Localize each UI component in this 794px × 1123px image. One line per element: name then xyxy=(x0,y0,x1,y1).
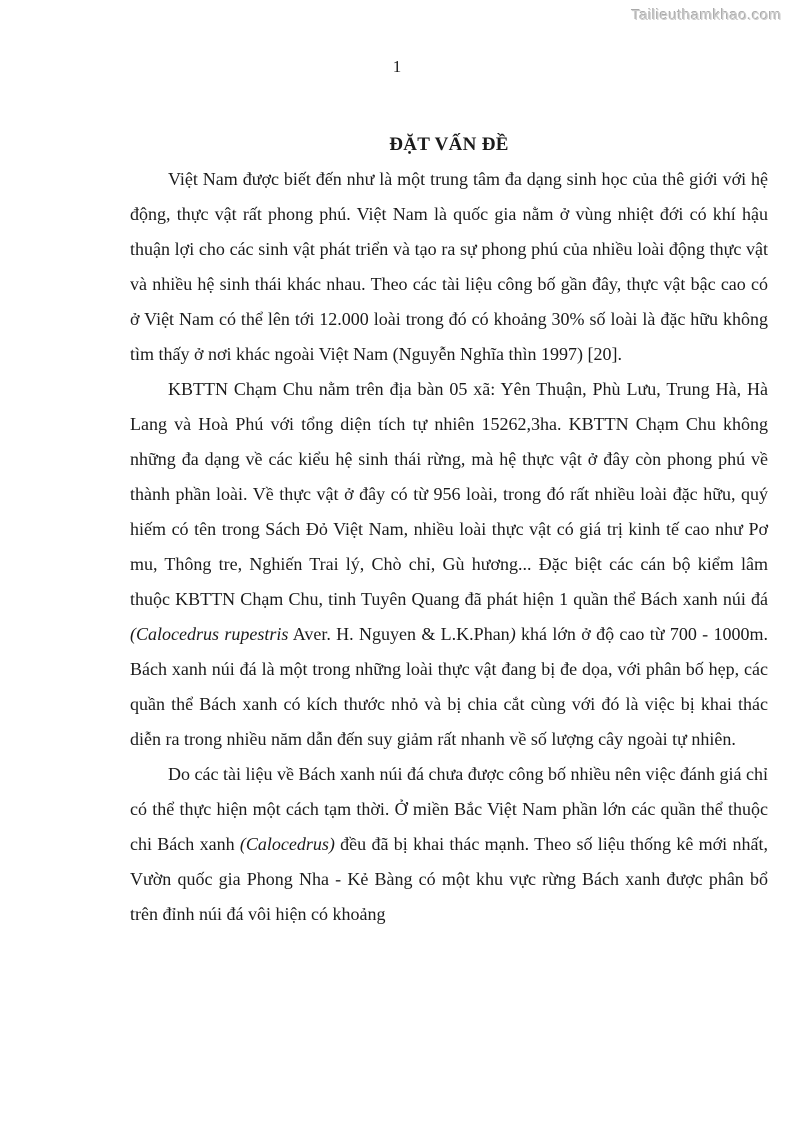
paragraph-2-text: KBTTN Chạm Chu nằm trên địa bàn 05 xã: Yên Thuận, Phù Lưu, Trung Hà, Hà Lang và Hoà Phú với tổng diện tích tự nhiên 15262,3ha. KBTTN Chạm Chu không những đa dạng về các kiểu hệ sinh thái rừng, mà hệ thực vật ở đây còn phong phú về thành phần loài. Về thực vật ở đây có từ 956 loài, trong đó rất nhiều loài đặc hữu, quý hiếm có tên trong Sách Đỏ Việt Nam, nhiều loài thực vật có giá trị kinh tế cao như Pơ mu, Thông tre, Nghiến Trai lý, Chò chỉ, Gù hương... Đặc biệt các cán bộ kiểm lâm thuộc KBTTN Chạm Chu, tinh Tuyên Quang đã phát hiện 1 quần thể Bách xanh núi đá xyxy=(130,379,768,609)
watermark-text: Tailieuthamkhao.com xyxy=(631,7,782,24)
species-name-calocedrus-rupestris: (Calocedrus rupestris xyxy=(130,624,289,644)
document-title: ĐẶT VẤN ĐỀ xyxy=(389,134,509,155)
paragraph-3-text-continued: đều đã bị khai thác mạnh. Theo số liệu thống kê mới nhất, Vườn quốc gia Phong Nha - Kẻ Bàng có một khu vực rừng Bách xanh được phân bổ trên đỉnh núi đá vôi hiện có khoảng xyxy=(130,834,768,924)
paragraph-1-text: Việt Nam được biết đến như là một trung tâm đa dạng sinh học của thê giới với hệ động, thực vật rất phong phú. Việt Nam là quốc gia nằm ở vùng nhiệt đới có khí hậu thuận lợi cho các sinh vật phát triển và tạo ra sự phong phú của nhiều loài động thực vật và nhiều hệ sinh thái khác nhau. Theo các tài liệu công bố gần đây, thực vật bậc cao có ở Việt Nam có thể lên tới 12.000 loài trong đó có khoảng 30% số loài là đặc hữu không tìm thấy ở nơi khác ngoài Việt Nam (Nguyễn Nghĩa thìn 1997) [20]. xyxy=(130,169,768,364)
species-name-close-paren: ) xyxy=(509,624,516,644)
paragraph-2 xyxy=(130,372,768,757)
paragraph-3-text: Do các tài liệu về Bách xanh núi đá chưa được công bố nhiều nên việc đánh giá chỉ có thể thực hiện một cách tạm thời. Ở miền Bắc Việt Nam phần lớn các quần thể thuộc chi Bách xanh xyxy=(130,764,768,854)
paragraph-3 xyxy=(130,757,768,932)
document-body xyxy=(130,162,768,932)
genus-name-calocedrus: (Calocedrus) xyxy=(239,834,335,854)
paragraph-1 xyxy=(130,162,768,372)
page-number: 1 xyxy=(392,57,402,76)
species-author-text: Aver. H. Nguyen & L.K.Phan xyxy=(288,624,510,644)
paragraph-2-text-continued: khá lớn ở độ cao từ 700 - 1000m. Bách xanh núi đá là một trong những loài thực vật đang bị đe dọa, với phân bố hẹp, các quần thể Bách xanh có kích thước nhỏ và bị chia cắt cùng với đó là việc bị khai thác diễn ra trong nhiều năm dẫn đến suy giảm rất nhanh về số lượng cây ngoài tự nhiên. xyxy=(130,624,768,749)
